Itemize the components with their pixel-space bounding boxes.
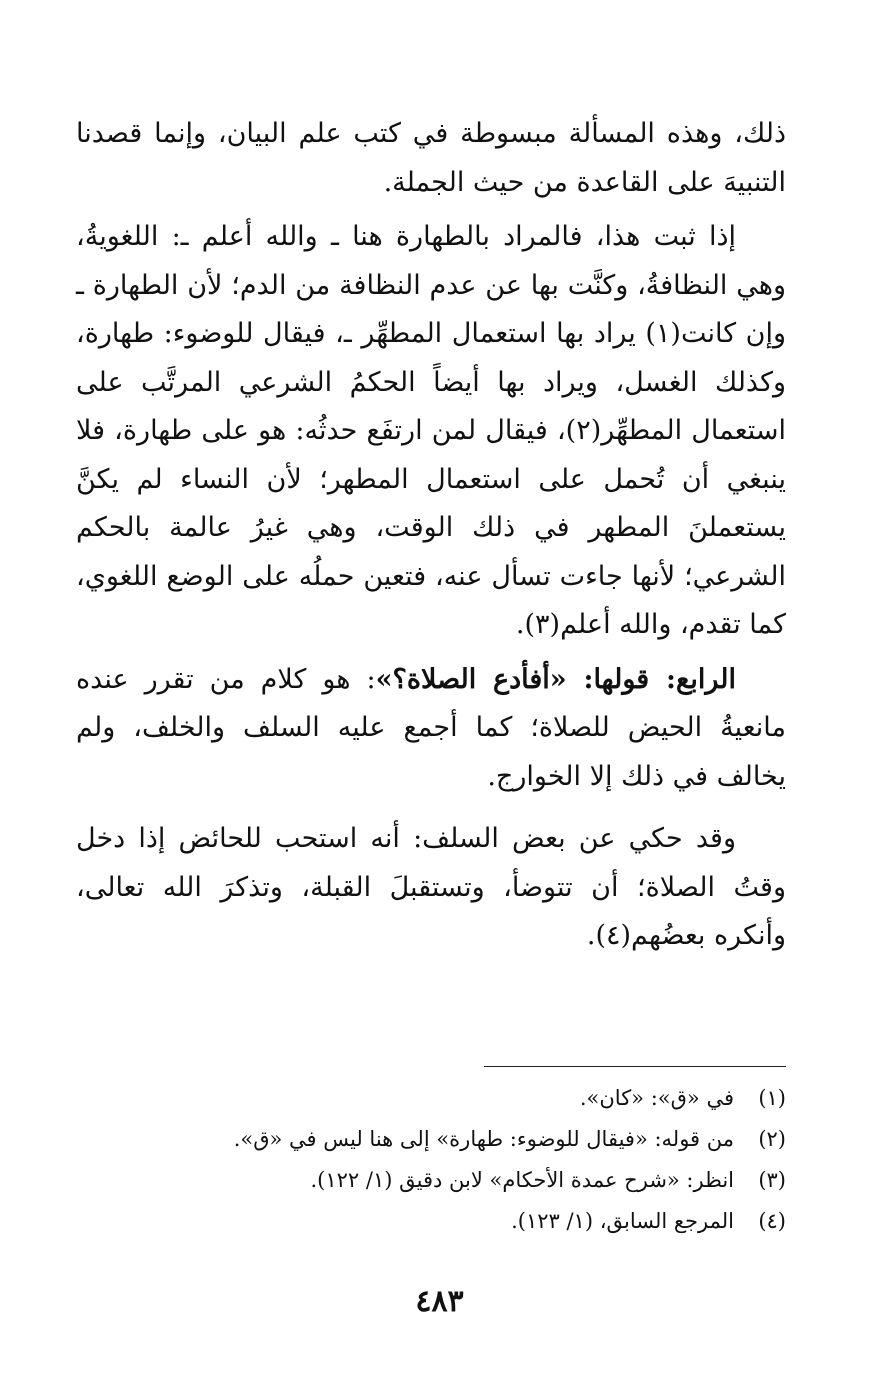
footnote-text: المرجع السابق، (١/ ١٢٣). xyxy=(511,1209,734,1233)
footnote-4 xyxy=(76,1201,786,1242)
footnote-number: (٤) xyxy=(758,1209,786,1233)
paragraph-text: وقد حكي عن بعض السلف: أنه استحب للحائض إذا دخل وقتُ الصلاة؛ أن تتوضأ، وتستقبلَ القبلة، وتذكرَ الله تعالى، وأنكره بعضُهم(٤). xyxy=(76,823,786,951)
footnote-text: من قوله: «فيقال للوضوء: طهارة» إلى هنا ليس في «ق». xyxy=(233,1127,734,1151)
paragraph-text: : هو كلام من تقرر عنده مانعيةُ الحيض للصلاة؛ كما أجمع عليه السلف والخلف، ولم يخالف في ذلك إلا الخوارج. xyxy=(76,663,786,792)
footnote-number: (٣) xyxy=(758,1168,786,1192)
footnote-2 xyxy=(76,1119,786,1160)
paragraph-2 xyxy=(76,213,786,650)
paragraph-3 xyxy=(76,656,786,802)
footnote-text: في «ق»: «كان». xyxy=(579,1086,734,1110)
paragraph-text: ذلك، وهذه المسألة مبسوطة في كتب علم البيان، وإنما قصدنا التنبيهَ على القاعدة من حيث الجملة. xyxy=(76,118,786,198)
footnote-number: (١) xyxy=(758,1086,786,1110)
paragraph-1 xyxy=(76,110,786,207)
footnote-divider xyxy=(484,1066,786,1067)
paragraph-4 xyxy=(76,815,786,961)
paragraph-text: إذا ثبت هذا، فالمراد بالطهارة هنا ـ والله أعلم ـ: اللغويةُ، وهي النظافةُ، وكنَّت بها عن عدم النظافة من الدم؛ لأن الطهارة ـ وإن كانت(١) يراد بها استعمال المطهِّر ـ، فيقال للوضوء: طهارة، وكذلك الغسل، ويراد بها أيضاً الحكمُ الشرعي المرتَّب على استعمال المطهِّر(٢)، فيقال لمن ارتفَع حدثُه: هو على طهارة، فلا ينبغي أن تُحمل على استعمال المطهر؛ لأن النساء لم يكنَّ يستعملنَ المطهر في ذلك الوقت، وهي غيرُ عالمة بالحكم الشرعي؛ لأنها جاءت تسأل عنه، فتعين حملُه على الوضع اللغوي، كما تقدم، والله أعلم(٣). xyxy=(76,221,786,640)
paragraph-lead: الرابع: قولها: «أفأدع الصلاة؟» xyxy=(375,663,736,695)
main-text xyxy=(76,110,786,961)
footnote-number: (٢) xyxy=(758,1127,786,1151)
page-number: ٤٨٣ xyxy=(415,1284,464,1319)
footnote-3 xyxy=(76,1160,786,1201)
footnote-text: انظر: «شرح عمدة الأحكام» لابن دقيق (١/ ١٢٢). xyxy=(310,1168,734,1192)
footnote-1 xyxy=(76,1078,786,1119)
footnotes xyxy=(76,1078,786,1242)
